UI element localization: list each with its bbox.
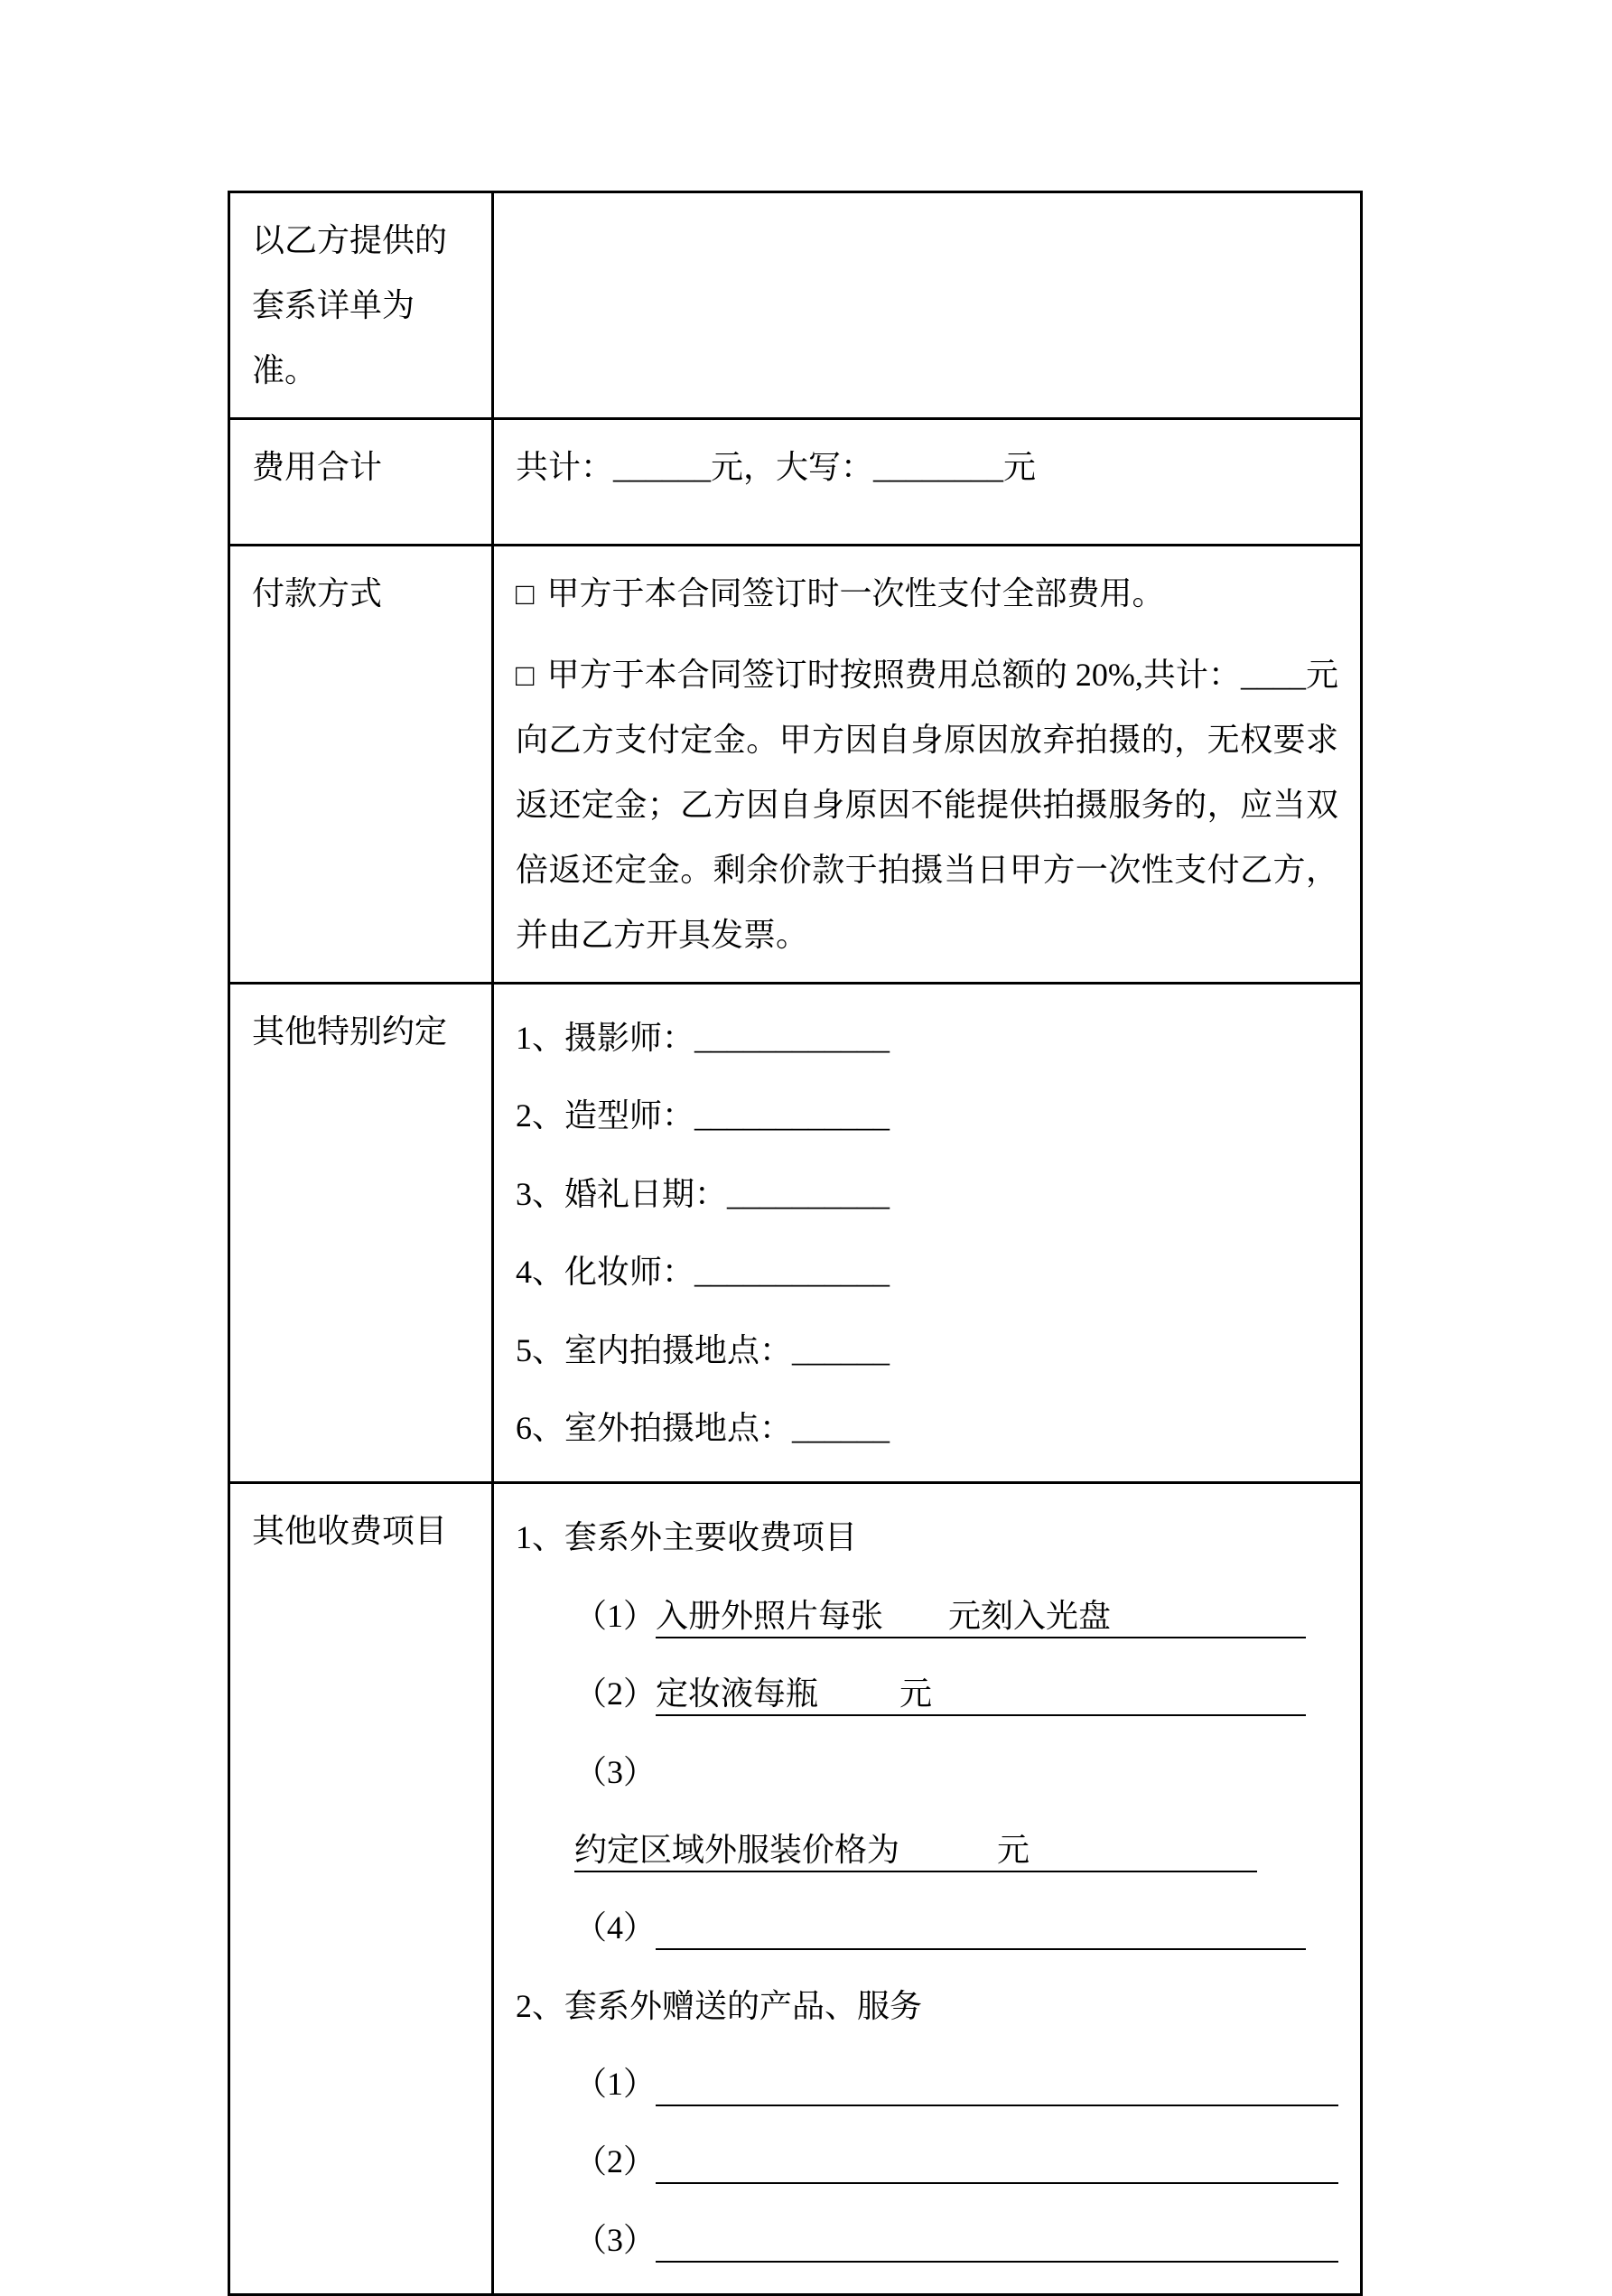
checkbox-icon[interactable]: □ (516, 578, 535, 611)
row-special-terms (229, 984, 1362, 1483)
payment-option-1-text: 甲方于本合同签订时一次性支付全部费用。 (546, 575, 1165, 611)
fee-total-content-cell (493, 419, 1362, 546)
fee-total-label: 费用合计 (252, 449, 383, 485)
item-number: （1） (574, 2066, 657, 2103)
gift-item-2 (516, 2123, 1338, 2200)
payment-option-1 (516, 561, 1338, 626)
row-package-basis (229, 192, 1362, 419)
extra-fee-item-photos (516, 1577, 1338, 1655)
row-payment-method (229, 546, 1362, 984)
item-number: （4） (574, 1909, 657, 1946)
payment-option-2 (516, 642, 1338, 967)
package-basis-label: 以乙方提供的套系详单为准。 (252, 222, 448, 388)
item-number: （3） (574, 2221, 657, 2258)
row-fee-total (229, 419, 1362, 546)
package-basis-content-cell (493, 192, 1362, 419)
fee-total-line: 共计：______元，大写：________元 (516, 449, 1037, 485)
payment-method-label: 付款方式 (252, 575, 383, 611)
special-term-indoor-location: 5、室内拍摄地点：______ (516, 1331, 890, 1368)
item-blank-line (656, 2066, 1338, 2106)
item-blank-line: 入册外照片每张 元刻入光盘 (656, 1598, 1306, 1638)
contract-table (228, 191, 1363, 2296)
fee-total-label-cell (229, 419, 493, 546)
special-terms-label: 其他特别约定 (252, 1013, 448, 1050)
special-term-wedding-date: 3、婚礼日期：__________ (516, 1175, 890, 1212)
checkbox-icon[interactable]: □ (516, 659, 535, 693)
payment-method-label-cell (229, 546, 493, 984)
item-number: （2） (574, 2143, 657, 2180)
extra-fees-section-2-heading: 2、套系外赠送的产品、服务 (516, 1987, 923, 2024)
payment-method-content-cell (493, 546, 1362, 984)
package-basis-label-cell (229, 192, 493, 419)
gift-item-1 (516, 2045, 1338, 2123)
payment-option-2-text: 甲方于本合同签订时按照费用总额的 20%,共计：____元向乙方支付定金。甲方因自身原因放弃拍摄的，无权要求返还定金；乙方因自身原因不能提供拍摄服务的，应当双倍返还定金。剩余价款于拍摄当日甲方一次性支付乙方，并由乙方开具发票。 (516, 657, 1338, 953)
item-blank-line (656, 1909, 1306, 1950)
row-extra-fees (229, 1483, 1362, 2295)
extra-fees-content-cell (493, 1483, 1362, 2295)
special-term-photographer: 1、摄影师：____________ (516, 1020, 890, 1056)
extra-fees-label-cell (229, 1483, 493, 2295)
item-number: （2） (574, 1675, 657, 1713)
item-blank-line: 约定区域外服装价格为 元 (574, 1832, 1257, 1872)
item-blank-line (656, 2222, 1338, 2263)
gift-item-3 (516, 2201, 1338, 2279)
extra-fees-section-1-heading: 1、套系外主要收费项目 (516, 1519, 858, 1556)
extra-fee-item-clothing (516, 1733, 1338, 1890)
extra-fee-item-blank (516, 1889, 1338, 1966)
special-term-outdoor-location: 6、室外拍摄地点：______ (516, 1409, 890, 1446)
special-term-stylist: 2、造型师：____________ (516, 1097, 890, 1134)
item-number: （1） (574, 1597, 657, 1634)
item-blank-line (656, 2143, 1338, 2184)
extra-fees-label: 其他收费项目 (252, 1513, 448, 1550)
item-number: （3） (574, 1753, 657, 1790)
special-terms-label-cell (229, 984, 493, 1483)
special-term-makeup-artist: 4、化妆师：____________ (516, 1254, 890, 1291)
extra-fee-item-makeup-spray (516, 1655, 1338, 1732)
special-terms-content-cell (493, 984, 1362, 1483)
item-blank-line: 定妆液每瓶 元 (656, 1675, 1306, 1716)
